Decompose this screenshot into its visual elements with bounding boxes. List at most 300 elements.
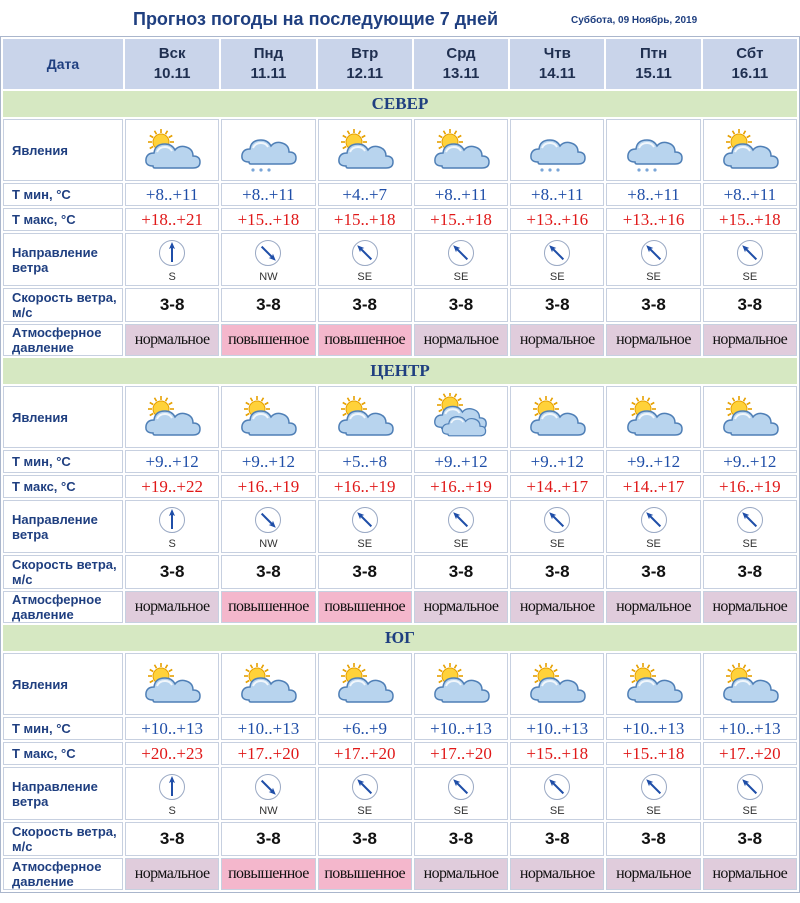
region-header-row bbox=[3, 625, 797, 651]
tmin-value: +8..+11 bbox=[242, 184, 295, 204]
wind-direction-label: SE bbox=[646, 538, 661, 550]
weather-cell bbox=[221, 119, 315, 181]
pressure-row bbox=[3, 858, 797, 890]
tmax-value: +15..+18 bbox=[719, 209, 781, 229]
tmin-value: +9..+12 bbox=[723, 451, 777, 471]
tmax-cell bbox=[318, 208, 412, 231]
wind-direction-label: SE bbox=[549, 538, 565, 550]
day-header bbox=[414, 39, 508, 89]
wind-compass-icon bbox=[543, 506, 571, 534]
weather-cell bbox=[703, 653, 797, 715]
row-label: Явления bbox=[3, 653, 123, 715]
weather-cell bbox=[606, 119, 700, 181]
page-title: Прогноз погоды на последующие 7 дней bbox=[133, 9, 499, 29]
wind-compass-icon bbox=[543, 773, 571, 801]
tmin-cell bbox=[510, 183, 604, 206]
pressure-value: нормальное bbox=[134, 331, 210, 348]
wind-compass-icon bbox=[254, 506, 282, 534]
wind-direction-cell bbox=[125, 767, 219, 820]
tmin-row bbox=[3, 450, 797, 473]
wind-speed-cell bbox=[703, 288, 797, 322]
wind-direction-cell bbox=[318, 500, 412, 553]
tmin-value: +8..+11 bbox=[723, 184, 777, 204]
tmin-cell bbox=[414, 450, 508, 473]
wind-direction-label: SE bbox=[646, 271, 661, 283]
wind-speed-value: 3-8 bbox=[352, 562, 377, 581]
tmax-row bbox=[3, 208, 797, 231]
pressure-cell bbox=[318, 858, 412, 890]
weather-cell bbox=[703, 386, 797, 448]
wind-speed-value: 3-8 bbox=[544, 295, 570, 314]
tmin-row bbox=[3, 183, 797, 206]
tmax-cell bbox=[510, 208, 604, 231]
wind-speed-value: 3-8 bbox=[641, 295, 666, 314]
row-label: Явления bbox=[3, 119, 123, 181]
partly-cloudy-icon bbox=[139, 393, 205, 441]
row-label: Т мин, °С bbox=[3, 450, 123, 473]
day-header bbox=[221, 39, 315, 89]
pressure-value: нормальное bbox=[423, 331, 499, 348]
wind-compass-icon bbox=[640, 773, 668, 801]
wind-direction-cell bbox=[414, 767, 508, 820]
pressure-value: нормальное bbox=[616, 331, 691, 348]
tmax-value: +18..+21 bbox=[141, 209, 203, 229]
day-header bbox=[510, 39, 604, 89]
pressure-value: повышенное bbox=[324, 865, 406, 882]
pressure-value: нормальное bbox=[134, 865, 210, 882]
day-date: 12.11 bbox=[346, 65, 384, 82]
wind-speed-cell bbox=[414, 288, 508, 322]
tmax-value: +13..+16 bbox=[622, 209, 685, 229]
tmin-cell bbox=[510, 717, 604, 740]
wind-speed-value: 3-8 bbox=[352, 295, 377, 314]
phenomena-row bbox=[3, 653, 797, 715]
tmax-value: +17..+20 bbox=[237, 743, 300, 763]
day-name: Пнд bbox=[253, 45, 284, 62]
wind-direction-cell bbox=[221, 500, 315, 553]
wind-direction-cell bbox=[510, 233, 604, 286]
wind-direction-label: SE bbox=[357, 271, 373, 283]
wind-direction-row bbox=[3, 500, 797, 553]
pressure-cell bbox=[510, 324, 604, 356]
tmax-value: +15..+18 bbox=[622, 743, 685, 763]
tmin-value: +10..+13 bbox=[719, 718, 781, 738]
table-header-row bbox=[3, 39, 797, 89]
day-name: Вск bbox=[158, 45, 186, 62]
wind-speed-cell bbox=[703, 822, 797, 856]
wind-direction-row bbox=[3, 233, 797, 286]
tmin-value: +8..+11 bbox=[627, 184, 680, 204]
pressure-cell bbox=[414, 324, 508, 356]
wind-speed-value: 3-8 bbox=[641, 829, 666, 848]
tmax-cell bbox=[606, 208, 700, 231]
weather-cell bbox=[606, 386, 700, 448]
partly-cloudy-icon bbox=[524, 660, 590, 708]
tmin-cell bbox=[703, 183, 797, 206]
weather-cell bbox=[414, 653, 508, 715]
tmax-value: +16..+19 bbox=[719, 476, 781, 496]
weather-cell bbox=[414, 119, 508, 181]
cloudy-snow-icon bbox=[524, 126, 590, 174]
tmin-value: +6..+9 bbox=[342, 718, 388, 738]
wind-direction-label: S bbox=[168, 538, 176, 550]
tmax-cell bbox=[221, 475, 315, 498]
tmax-cell bbox=[510, 475, 604, 498]
wind-compass-icon bbox=[640, 239, 668, 267]
row-label: Направление ветра bbox=[3, 500, 123, 553]
pressure-cell bbox=[606, 858, 700, 890]
weather-cell bbox=[510, 119, 604, 181]
pressure-value: нормальное bbox=[134, 598, 210, 615]
pressure-value: повышенное bbox=[228, 331, 309, 348]
pressure-row bbox=[3, 324, 797, 356]
tmin-cell bbox=[318, 183, 412, 206]
row-label: Направление ветра bbox=[3, 767, 123, 820]
wind-direction-row bbox=[3, 767, 797, 820]
tmax-value: +16..+19 bbox=[237, 476, 300, 496]
wind-direction-cell bbox=[606, 500, 700, 553]
row-label: Явления bbox=[3, 386, 123, 448]
day-header bbox=[318, 39, 412, 89]
mostly-cloudy-icon bbox=[428, 393, 494, 441]
pressure-cell bbox=[510, 591, 604, 623]
wind-speed-row bbox=[3, 288, 797, 322]
tmin-cell bbox=[318, 717, 412, 740]
partly-cloudy-icon bbox=[332, 393, 398, 441]
tmin-cell bbox=[606, 183, 700, 206]
wind-speed-value: 3-8 bbox=[544, 562, 570, 581]
row-label: Т макс, °С bbox=[3, 475, 123, 498]
wind-speed-value: 3-8 bbox=[256, 562, 281, 581]
wind-speed-cell bbox=[125, 822, 219, 856]
pressure-row bbox=[3, 591, 797, 623]
tmin-cell bbox=[703, 450, 797, 473]
wind-compass-icon bbox=[736, 239, 764, 267]
pressure-cell bbox=[318, 324, 412, 356]
wind-speed-cell bbox=[125, 555, 219, 589]
tmin-cell bbox=[221, 183, 315, 206]
wind-direction-label: SE bbox=[742, 538, 758, 550]
tmax-cell bbox=[703, 475, 797, 498]
wind-direction-cell bbox=[703, 500, 797, 553]
weather-cell bbox=[125, 386, 219, 448]
partly-cloudy-icon bbox=[332, 126, 398, 174]
wind-compass-icon bbox=[447, 773, 475, 801]
tmax-value: +15..+18 bbox=[526, 743, 589, 763]
weather-cell bbox=[510, 386, 604, 448]
weather-cell bbox=[221, 386, 315, 448]
tmax-cell bbox=[606, 742, 700, 765]
wind-direction-label: SE bbox=[742, 271, 758, 283]
row-label: Скорость ветра, м/с bbox=[3, 288, 123, 322]
tmin-cell bbox=[318, 450, 412, 473]
wind-compass-icon bbox=[254, 239, 282, 267]
wind-speed-value: 3-8 bbox=[159, 562, 185, 581]
region-title: СЕВЕР bbox=[3, 91, 797, 117]
tmin-cell bbox=[125, 183, 219, 206]
day-name: Втр bbox=[351, 45, 379, 62]
pressure-cell bbox=[703, 591, 797, 623]
tmax-cell bbox=[414, 742, 508, 765]
day-date: 16.11 bbox=[731, 65, 769, 82]
wind-speed-value: 3-8 bbox=[641, 562, 666, 581]
wind-speed-cell bbox=[510, 288, 604, 322]
tmin-cell bbox=[125, 717, 219, 740]
tmin-value: +4..+7 bbox=[342, 184, 388, 204]
wind-direction-label: SE bbox=[549, 271, 565, 283]
pressure-value: нормальное bbox=[616, 865, 691, 882]
wind-speed-value: 3-8 bbox=[448, 562, 474, 581]
wind-direction-label: NW bbox=[259, 538, 278, 550]
pressure-cell bbox=[510, 858, 604, 890]
wind-direction-label: SE bbox=[357, 805, 373, 817]
tmax-value: +14..+17 bbox=[526, 476, 589, 496]
wind-direction-label: SE bbox=[453, 271, 469, 283]
tmax-cell bbox=[318, 475, 412, 498]
wind-direction-cell bbox=[703, 233, 797, 286]
tmin-value: +10..+13 bbox=[141, 718, 203, 738]
day-date: 14.11 bbox=[538, 65, 576, 82]
tmin-value: +10..+13 bbox=[237, 718, 300, 738]
tmax-value: +15..+18 bbox=[237, 209, 300, 229]
tmax-cell bbox=[125, 208, 219, 231]
wind-direction-cell bbox=[606, 233, 700, 286]
tmin-value: +5..+8 bbox=[342, 451, 388, 471]
wind-speed-cell bbox=[318, 288, 412, 322]
wind-speed-cell bbox=[414, 555, 508, 589]
wind-compass-icon bbox=[158, 506, 186, 534]
row-label: Т макс, °С bbox=[3, 208, 123, 231]
tmin-cell bbox=[221, 450, 315, 473]
wind-direction-cell bbox=[414, 233, 508, 286]
partly-cloudy-icon bbox=[235, 660, 301, 708]
day-name: Срд bbox=[446, 45, 476, 62]
wind-compass-icon bbox=[254, 773, 282, 801]
pressure-cell bbox=[125, 858, 219, 890]
wind-speed-value: 3-8 bbox=[256, 295, 281, 314]
wind-speed-cell bbox=[221, 822, 315, 856]
pressure-value: повышенное bbox=[324, 331, 406, 348]
tmax-value: +14..+17 bbox=[622, 476, 685, 496]
partly-cloudy-icon bbox=[717, 393, 783, 441]
tmax-cell bbox=[703, 208, 797, 231]
wind-speed-cell bbox=[318, 822, 412, 856]
wind-direction-cell bbox=[318, 767, 412, 820]
tmax-cell bbox=[606, 475, 700, 498]
wind-direction-label: NW bbox=[259, 805, 278, 817]
partly-cloudy-icon bbox=[717, 660, 783, 708]
pressure-value: повышенное bbox=[228, 865, 309, 882]
wind-speed-value: 3-8 bbox=[737, 829, 763, 848]
pressure-value: нормальное bbox=[712, 598, 788, 615]
pressure-value: нормальное bbox=[423, 865, 499, 882]
row-label: Скорость ветра, м/с bbox=[3, 555, 123, 589]
day-header bbox=[703, 39, 797, 89]
wind-speed-value: 3-8 bbox=[159, 295, 185, 314]
wind-direction-cell bbox=[606, 767, 700, 820]
tmin-cell bbox=[606, 717, 700, 740]
day-date: 15.11 bbox=[635, 65, 672, 82]
partly-cloudy-icon bbox=[139, 660, 205, 708]
weather-cell bbox=[221, 653, 315, 715]
weather-cell bbox=[703, 119, 797, 181]
wind-compass-icon bbox=[158, 239, 186, 267]
wind-speed-cell bbox=[606, 555, 700, 589]
wind-speed-cell bbox=[606, 822, 700, 856]
tmax-value: +15..+18 bbox=[333, 209, 396, 229]
cloudy-snow-icon bbox=[235, 126, 301, 174]
wind-speed-value: 3-8 bbox=[352, 829, 377, 848]
pressure-cell bbox=[414, 591, 508, 623]
wind-direction-cell bbox=[221, 233, 315, 286]
tmax-cell bbox=[125, 475, 219, 498]
partly-cloudy-icon bbox=[621, 660, 687, 708]
wind-compass-icon bbox=[736, 773, 764, 801]
wind-compass-icon bbox=[351, 773, 379, 801]
wind-direction-label: SE bbox=[646, 805, 661, 817]
tmin-cell bbox=[414, 183, 508, 206]
tmax-cell bbox=[414, 208, 508, 231]
tmin-cell bbox=[606, 450, 700, 473]
wind-direction-cell bbox=[510, 500, 604, 553]
region-title: ЮГ bbox=[3, 625, 797, 651]
weather-cell bbox=[606, 653, 700, 715]
weather-cell bbox=[125, 653, 219, 715]
wind-speed-cell bbox=[125, 288, 219, 322]
weather-cell bbox=[318, 653, 412, 715]
pressure-cell bbox=[221, 858, 315, 890]
partly-cloudy-icon bbox=[717, 126, 783, 174]
wind-compass-icon bbox=[447, 506, 475, 534]
day-name: Сбт bbox=[736, 45, 764, 62]
tmax-value: +17..+20 bbox=[333, 743, 396, 763]
wind-direction-label: S bbox=[168, 271, 176, 283]
pressure-value: повышенное bbox=[324, 598, 406, 615]
weather-cell bbox=[510, 653, 604, 715]
tmax-cell bbox=[221, 208, 315, 231]
row-label: Т мин, °С bbox=[3, 717, 123, 740]
tmin-cell bbox=[703, 717, 797, 740]
wind-speed-value: 3-8 bbox=[737, 295, 763, 314]
pressure-value: нормальное bbox=[423, 598, 499, 615]
tmax-row bbox=[3, 475, 797, 498]
pressure-value: нормальное bbox=[712, 331, 788, 348]
tmin-value: +9..+12 bbox=[241, 451, 296, 471]
wind-speed-value: 3-8 bbox=[544, 829, 570, 848]
tmin-value: +10..+13 bbox=[526, 718, 589, 738]
wind-speed-cell bbox=[221, 288, 315, 322]
pressure-cell bbox=[125, 324, 219, 356]
region-header-row bbox=[3, 358, 797, 384]
pressure-cell bbox=[414, 858, 508, 890]
partly-cloudy-icon bbox=[428, 126, 494, 174]
wind-speed-cell bbox=[606, 288, 700, 322]
partly-cloudy-icon bbox=[621, 393, 687, 441]
row-label: Направление ветра bbox=[3, 233, 123, 286]
tmin-value: +9..+12 bbox=[530, 451, 584, 471]
wind-direction-label: SE bbox=[453, 538, 469, 550]
tmax-cell bbox=[703, 742, 797, 765]
row-label: Т макс, °С bbox=[3, 742, 123, 765]
pressure-cell bbox=[606, 591, 700, 623]
tmin-row bbox=[3, 717, 797, 740]
weather-cell bbox=[414, 386, 508, 448]
row-label: Т мин, °С bbox=[3, 183, 123, 206]
tmin-cell bbox=[221, 717, 315, 740]
wind-direction-cell bbox=[125, 500, 219, 553]
day-header bbox=[606, 39, 700, 89]
wind-speed-value: 3-8 bbox=[448, 829, 474, 848]
pressure-cell bbox=[606, 324, 700, 356]
pressure-cell bbox=[318, 591, 412, 623]
pressure-value: повышенное bbox=[228, 598, 309, 615]
phenomena-row bbox=[3, 386, 797, 448]
partly-cloudy-icon bbox=[332, 660, 398, 708]
wind-speed-value: 3-8 bbox=[737, 562, 763, 581]
wind-speed-cell bbox=[510, 555, 604, 589]
wind-speed-value: 3-8 bbox=[159, 829, 185, 848]
pressure-cell bbox=[125, 591, 219, 623]
day-date: 11.11 bbox=[250, 65, 287, 82]
tmin-value: +9..+12 bbox=[145, 451, 199, 471]
wind-speed-value: 3-8 bbox=[256, 829, 281, 848]
day-date: 10.11 bbox=[153, 65, 191, 82]
tmax-cell bbox=[414, 475, 508, 498]
wind-direction-label: SE bbox=[357, 538, 373, 550]
tmax-cell bbox=[125, 742, 219, 765]
wind-compass-icon bbox=[736, 506, 764, 534]
wind-direction-cell bbox=[510, 767, 604, 820]
tmax-cell bbox=[510, 742, 604, 765]
forecast-table bbox=[0, 36, 800, 893]
wind-direction-label: SE bbox=[549, 805, 565, 817]
day-header bbox=[125, 39, 219, 89]
row-label: Атмосферное давление bbox=[3, 324, 123, 356]
tmax-cell bbox=[221, 742, 315, 765]
tmin-cell bbox=[125, 450, 219, 473]
tmin-value: +10..+13 bbox=[622, 718, 685, 738]
wind-direction-cell bbox=[703, 767, 797, 820]
tmax-value: +19..+22 bbox=[141, 476, 203, 496]
weather-cell bbox=[318, 386, 412, 448]
pressure-cell bbox=[703, 324, 797, 356]
wind-direction-cell bbox=[318, 233, 412, 286]
tmin-value: +9..+12 bbox=[626, 451, 681, 471]
wind-speed-cell bbox=[414, 822, 508, 856]
pressure-cell bbox=[221, 591, 315, 623]
wind-compass-icon bbox=[158, 773, 186, 801]
wind-speed-value: 3-8 bbox=[448, 295, 474, 314]
wind-compass-icon bbox=[640, 506, 668, 534]
pressure-value: нормальное bbox=[519, 331, 595, 348]
wind-direction-label: SE bbox=[742, 805, 758, 817]
region-header-row bbox=[3, 91, 797, 117]
phenomena-row bbox=[3, 119, 797, 181]
weather-cell bbox=[125, 119, 219, 181]
wind-direction-label: SE bbox=[453, 805, 469, 817]
wind-compass-icon bbox=[447, 239, 475, 267]
wind-speed-row bbox=[3, 822, 797, 856]
tmax-value: +20..+23 bbox=[141, 743, 203, 763]
wind-direction-label: NW bbox=[259, 271, 278, 283]
cloudy-snow-icon bbox=[621, 126, 687, 174]
page-header bbox=[0, 0, 800, 36]
pressure-value: нормальное bbox=[519, 865, 595, 882]
tmin-cell bbox=[510, 450, 604, 473]
partly-cloudy-icon bbox=[235, 393, 301, 441]
partly-cloudy-icon bbox=[428, 660, 494, 708]
wind-direction-cell bbox=[221, 767, 315, 820]
